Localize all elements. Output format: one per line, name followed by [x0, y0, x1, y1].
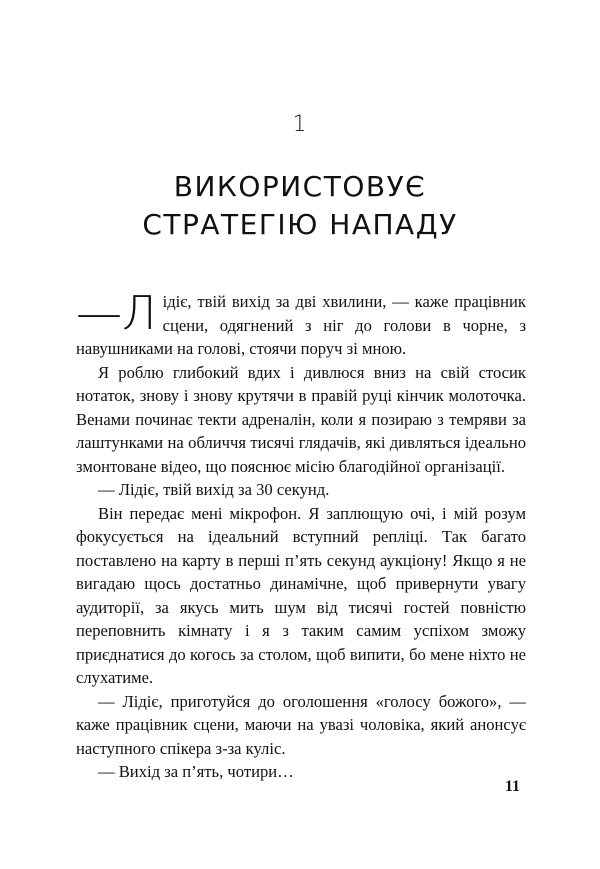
paragraph: Він передає мені мікрофон. Я заплющую очі, і мій розум фокусується на ідеальний вступний репліці. Так багато поставлено на карту в перші п’ять секунд аукціону! Якщо я не вигадаю щось достатньо динамічне, щоб привернути увагу аудиторії, за якусь мить шум від тисячі гостей повністю переповнить кімнату і я з таким самим успіхом зможу приєднатися до когось за столом, щоб випити, бо мене ніхто не слухатиме. [76, 503, 526, 687]
paragraph [76, 286, 526, 361]
paragraph-text: ідіє, твій вихід за дві хвилини, — каже працівник сцени, одягнений з ніг до голови в чорне, з навушниками на голові, стоячи поруч зі мною. [76, 292, 526, 358]
paragraph: — Вихід за п’ять, чотири… [98, 762, 294, 781]
chapter-title-line-2: СТРАТЕГІЮ НАПАДУ [142, 208, 458, 241]
paragraph: — Лідіє, приготуйся до оголошення «голосу божого», — каже працівник сцени, маючи на увазі чоловіка, який анонсує наступного спікера з-за куліс. [76, 691, 526, 758]
chapter-title-line-1: ВИКОРИСТОВУЄ [173, 170, 427, 203]
page-number: 11 [504, 778, 520, 795]
chapter-body [76, 286, 526, 784]
paragraph: Я роблю глибокий вдих і дивлюся вниз на свій стосик нотаток, знову і знову крутячи в правій руці кінчик молоточка. Венами починає текти адреналін, коли я позираю з темряви за лаштунками на обличчя тисячі глядачів, які дивляться ідеально змонтоване відео, що пояснює місію благодійної організації. [76, 362, 526, 476]
chapter-number: 1 [292, 112, 308, 137]
chapter-title [0, 168, 600, 244]
drop-cap: —Л [76, 286, 157, 340]
paragraph: — Лідіє, твій вихід за 30 секунд. [98, 480, 330, 499]
